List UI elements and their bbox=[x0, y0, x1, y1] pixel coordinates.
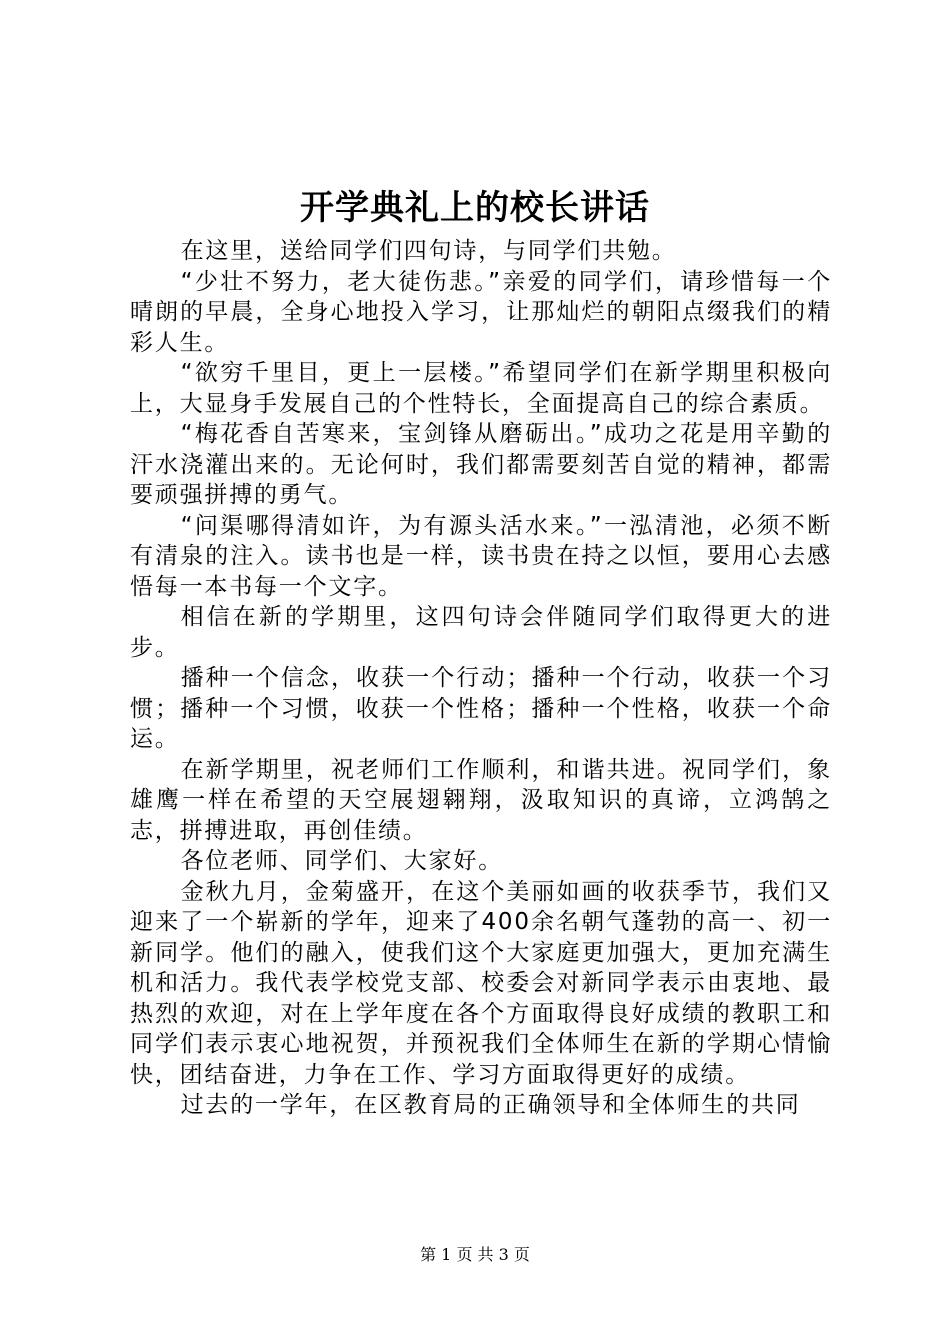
paragraph: “梅花香自苦寒来，宝剑锋从磨砺出。”成功之花是用辛勤的汗水浇灌出来的。无论何时，我们都需要刻苦自觉的精神，都需要顽强拼搏的勇气。 bbox=[130, 421, 832, 508]
paragraph: 在这里，送给同学们四句诗，与同学们共勉。 bbox=[180, 238, 677, 264]
paragraph: 播种一个信念，收获一个行动；播种一个行动，收获一个习惯；播种一个习惯，收获一个性格；播种一个性格，收获一个命运。 bbox=[130, 665, 832, 752]
paragraph: “问渠哪得清如许，为有源头活水来。”一泓清池，必须不断有清泉的注入。读书也是一样，读书贵在持之以恒，要用心去感悟每一本书每一个文字。 bbox=[130, 512, 832, 600]
paragraph: “少壮不努力，老大徒伤悲。”亲爱的同学们，请珍惜每一个晴朗的早晨，全身心地投入学习，让那灿烂的朝阳点缀我们的精彩人生。 bbox=[130, 268, 832, 356]
document-title: 开学典礼上的校长讲话 bbox=[300, 188, 650, 228]
paragraph: 金秋九月，金菊盛开，在这个美丽如画的收获季节，我们又迎来了一个崭新的学年，迎来了400余名朝气蓬勃的高一、初一新同学。他们的融入，使我们这个大家庭更加强大，更加充满生机和活力。我代表学校党支部、校委会对新同学表示由衷地、最热烈的欢迎，对在上学年度在各个方面取得良好成绩的教职工和同学们表示衷心地祝贺，并预祝我们全体师生在新的学期心情愉快，团结奋进，力争在工作、学习方面取得更好的成绩。 bbox=[130, 878, 832, 1088]
paragraph: 过去的一学年，在区教育局的正确领导和全体师生的共同 bbox=[180, 1092, 801, 1118]
paragraph: 在新学期里，祝老师们工作顺利，和谐共进。祝同学们，象雄鹰一样在希望的天空展翅翱翔，汲取知识的真谛，立鸿鹄之志，拼搏进取，再创佳绩。 bbox=[130, 756, 832, 844]
page-footer: 第 1 页 共 3 页 bbox=[420, 1245, 530, 1264]
paragraph: 相信在新的学期里，这四句诗会伴随同学们取得更大的进步。 bbox=[130, 604, 832, 661]
paragraph: 各位老师、同学们、大家好。 bbox=[180, 848, 503, 874]
paragraph: “欲穷千里目，更上一层楼。”希望同学们在新学期里积极向上，大显身手发展自己的个性特长，全面提高自己的综合素质。 bbox=[130, 360, 832, 417]
document-body bbox=[130, 236, 832, 1121]
